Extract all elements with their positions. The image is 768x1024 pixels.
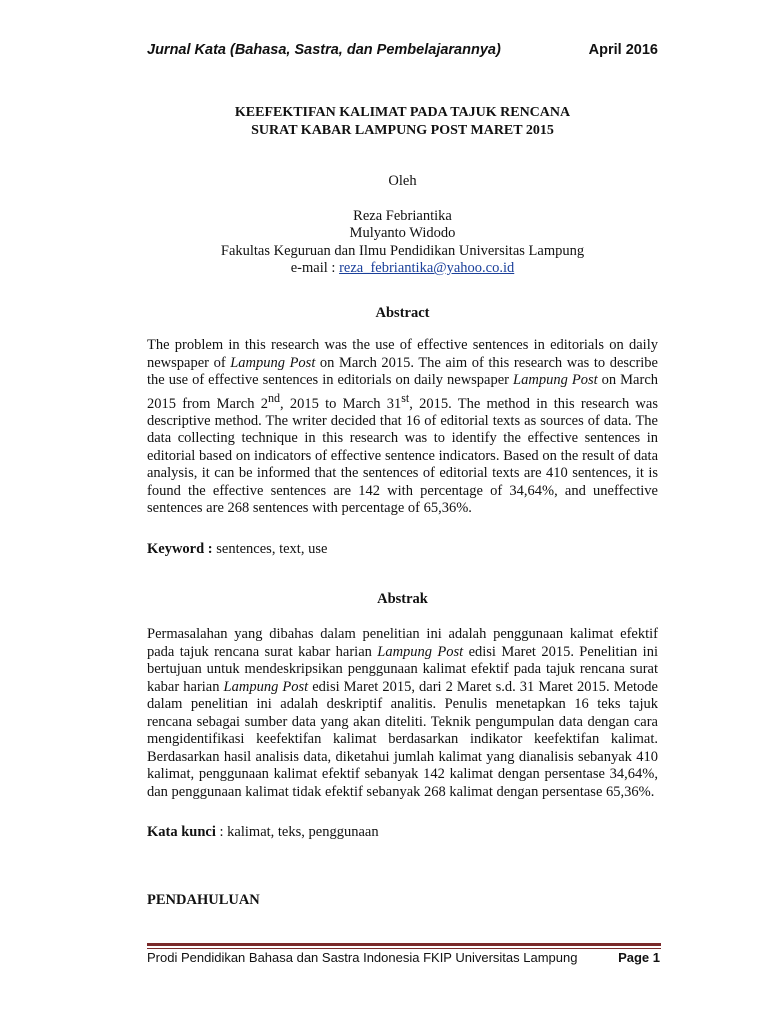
oleh-label: Oleh xyxy=(388,173,417,189)
keywords-line xyxy=(147,541,327,558)
page-number: Page 1 xyxy=(618,950,660,965)
abstrak-heading: Abstrak xyxy=(377,591,428,607)
author-block xyxy=(147,173,658,278)
email-link[interactable]: reza_febriantika@yahoo.co.id xyxy=(339,260,515,276)
newspaper-name: Lampung Post xyxy=(223,678,309,695)
keyword-label: Keyword : xyxy=(147,541,213,557)
footer-rule xyxy=(147,943,661,946)
paper-title xyxy=(147,104,658,140)
author-1: Reza Febriantika xyxy=(353,207,452,224)
journal-name: Jurnal Kata (Bahasa, Sastra, dan Pembelajarannya) xyxy=(147,42,501,58)
email-label: e-mail : xyxy=(290,260,340,276)
abstract-body: The problem in this research was the use of effective sentences in editorials on daily newspaper of Lampung Post on March 2015. The aim of this research was to describe the use of effective sentences in editorials on daily newspaper Lampung Post on March 2015 from March 2nd, 2015 to March 31st, 2015. The method in this research was descriptive method. The writer decided that 16 of editorial texts as sources of data. The data collecting technique in this research was to identify the effective sentences in editorial based on indicators of effective sentence indicators. Based on the result of data analysis, it can be informed that the sentences of editorial texts are 410 sentences, it is found the effective sentences are 142 with percentage of 34,64%, and uneffective sentences are 268 sentences with percentage of 65,36%. xyxy=(147,337,659,517)
newspaper-name: Lampung Post xyxy=(377,643,464,660)
newspaper-name: Lampung Post xyxy=(230,354,316,371)
running-header xyxy=(147,42,658,58)
footer-institution: Prodi Pendidikan Bahasa dan Sastra Indonesia FKIP Universitas Lampung xyxy=(147,950,578,965)
affiliation: Fakultas Keguruan dan Ilmu Pendidikan Universitas Lampung xyxy=(220,242,585,259)
footer-rule-thin xyxy=(147,948,661,949)
kata-kunci-line xyxy=(147,824,379,841)
abstrak-body: Permasalahan yang dibahas dalam penelitian ini adalah penggunaan kalimat efektif pada tajuk rencana surat kabar harian Lampung Post edisi Maret 2015. Penelitian ini bertujuan untuk mendeskripsikan penggunaan kalimat efektif pada tajuk rencana surat kabar harian Lampung Post edisi Maret 2015, dari 2 Maret s.d. 31 Maret 2015. Metode dalam penelitian ini adalah deskriptif analitis. Penulis menetapkan 16 teks tajuk rencana sebagai sumber data yang akan diteliti. Teknik pengumpulan data dengan cara mengidentifikasi keefektifan kalimat berdasarkan indikator keefektifan kalimat. Berdasarkan hasil analisis data, diketahui jumlah kalimat yang dianalisis sebanyak 410 kalimat, penggunaan kalimat efektif sebanyak 142 kalimat dengan persentase 34,64%, dan penggunaan kalimat tidak efektif sebanyak 268 kalimat dengan persentase 65,36%. xyxy=(147,626,658,800)
issue-date: April 2016 xyxy=(588,42,658,58)
author-2: Mulyanto Widodo xyxy=(349,225,456,241)
kata-kunci-values: : kalimat, teks, penggunaan xyxy=(215,824,379,840)
title-line-2: SURAT KABAR LAMPUNG POST MARET 2015 xyxy=(251,123,554,138)
email-line xyxy=(147,260,658,278)
title-line-1: KEEFEKTIFAN KALIMAT PADA TAJUK RENCANA xyxy=(234,105,571,120)
abstract-heading: Abstract xyxy=(375,305,430,321)
running-footer xyxy=(147,950,660,965)
kata-kunci-label: Kata kunci xyxy=(147,824,216,840)
keyword-values: sentences, text, use xyxy=(212,541,328,557)
pendahuluan-heading: PENDAHULUAN xyxy=(147,892,260,908)
newspaper-name: Lampung Post xyxy=(513,372,598,388)
